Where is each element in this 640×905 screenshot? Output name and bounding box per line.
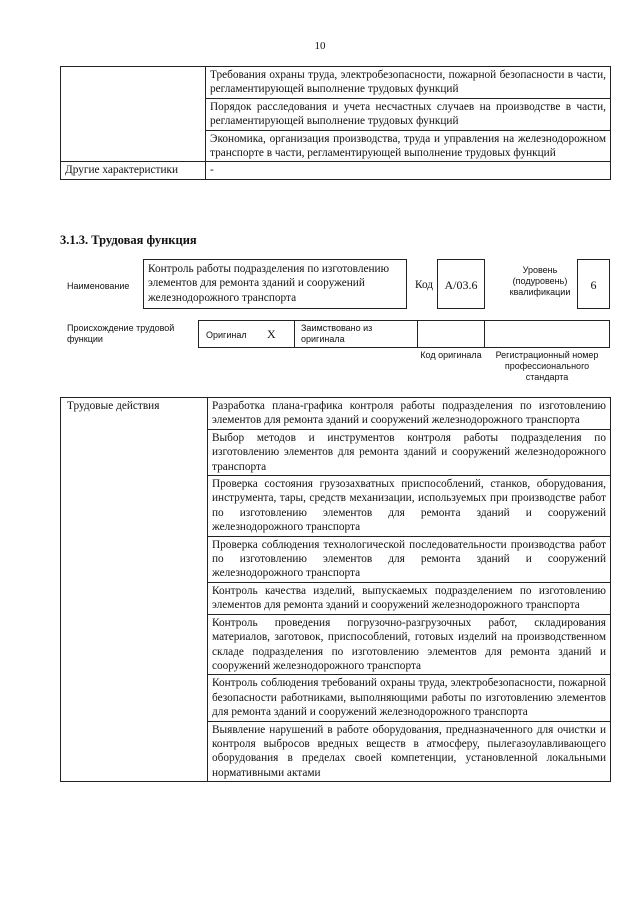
prev-section-table (60, 66, 611, 180)
page-number: 10 (314, 40, 326, 52)
work-action-item: Разработка плана-графика контроля работы подразделения по изготовлению элементов для ремонта зданий и сооружений железнодорожного транспорта (208, 398, 611, 430)
original-box (198, 320, 295, 348)
empty-label-cell (61, 67, 206, 162)
work-action-item: Контроль проведения погрузочно-разгрузочных работ, складирования материалов, заготовок, приспособлений, готовых изделий на производственном складе подразделения по изготовлению элементов для ремонта зданий и сооружений железнодорожного транспорта (208, 614, 611, 675)
original-code-box (417, 320, 485, 348)
work-action-item: Проверка состояния грузозахватных приспособлений, станков, оборудования, инструмента, тары, средств механизации, используемых при производстве работ по изготовлению элементов для ремонта зданий и сооружений железнодорожного транспорта (208, 476, 611, 537)
knowledge-item: Требования охраны труда, электробезопасности, пожарной безопасности в части, регламентирующей выполнение трудовых функций (206, 67, 611, 99)
function-name: Контроль работы подразделения по изготовлению элементов для ремонта зданий и сооружений железнодорожного транспорта (143, 259, 407, 309)
work-action-item: Проверка соблюдения технологической последовательности производства работ по изготовлению элементов для ремонта зданий и сооружений железнодорожного транспорта (208, 536, 611, 582)
work-action-item: Выбор методов и инструментов контроля работы подразделения по изготовлению элементов для ремонта зданий и сооружений железнодорожного транспорта (208, 429, 611, 475)
registration-number-box (484, 320, 610, 348)
work-action-item: Выявление нарушений в работе оборудования, предназначенного для очистки и контроля выбросов вредных веществ в атмосферу, пылегазоулавливающего оборудования в пределах своей компетенции, установленной локальными нормативными актами (208, 721, 611, 782)
origin-label: Происхождение трудовой функции (67, 323, 175, 344)
function-code: А/03.6 (437, 259, 485, 309)
knowledge-item: Порядок расследования и учета несчастных случаев на производстве в части, регламентирующей выполнение трудовых функций (206, 98, 611, 130)
name-label: Наименование (67, 281, 130, 291)
original-label: Оригинал (206, 330, 247, 340)
level-label: Уровень (подуровень) квалификации (509, 265, 571, 297)
work-actions-table (60, 397, 611, 782)
work-action-item: Контроль соблюдения требований охраны труда, электробезопасности, пожарной безопасности работниками, выполняющими работы по изготовлению элементов для ремонта зданий и сооружений железнодорожного транспорта (208, 675, 611, 721)
original-mark: X (267, 327, 276, 341)
borrowed-label: Заимствовано из оригинала (301, 323, 373, 344)
other-characteristics-label: Другие характеристики (61, 162, 206, 179)
borrowed-box (294, 320, 418, 348)
section-title: 3.1.3. Трудовая функция (60, 233, 197, 247)
original-code-caption: Код оригинала (420, 350, 482, 360)
other-characteristics-value: - (206, 162, 611, 179)
work-actions-label: Трудовые действия (61, 398, 208, 782)
code-label: Код (415, 279, 434, 291)
registration-number-caption: Регистрационный номер профессионального стандарта (495, 350, 599, 382)
work-action-item: Контроль качества изделий, выпускаемых подразделением по изготовлению элементов для ремонта зданий и сооружений железнодорожного транспорта (208, 582, 611, 614)
knowledge-item: Экономика, организация производства, труда и управления на железнодорожном транспорте в части, регламентирующей выполнение трудовых функций (206, 130, 611, 162)
qualification-level: 6 (577, 259, 610, 309)
